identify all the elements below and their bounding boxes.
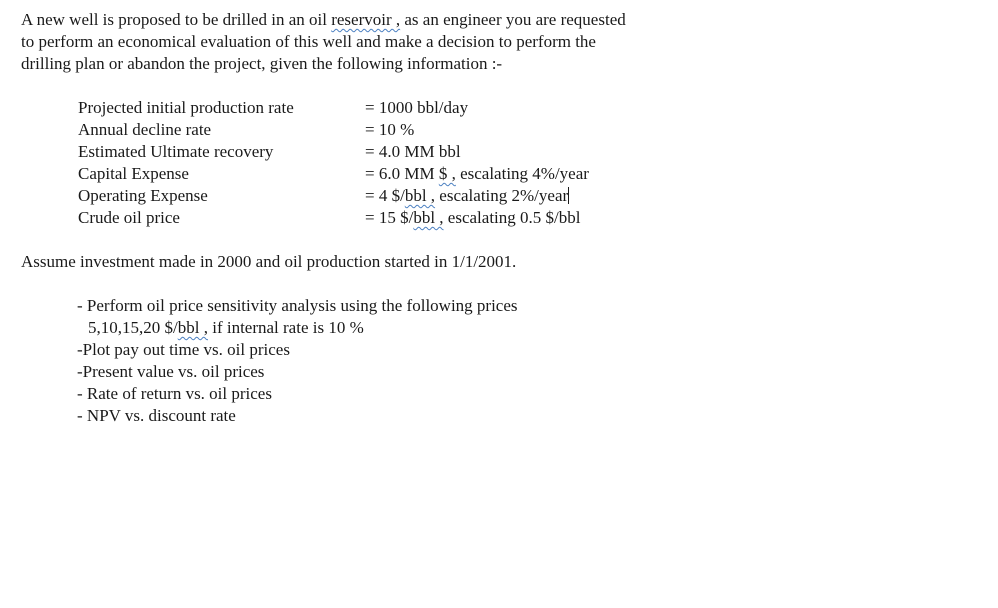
parameter-list	[78, 97, 589, 229]
param-value: = 10 %	[365, 120, 415, 139]
param-value	[365, 185, 569, 207]
param-row	[78, 163, 589, 185]
assumption-line: Assume investment made in 2000 and oil production started in 1/1/2001.	[21, 252, 517, 271]
spellcheck-word[interactable]: bbl ,	[177, 318, 208, 337]
param-row	[78, 141, 589, 163]
param-label: Annual decline rate	[78, 120, 212, 139]
task-text-c: if internal rate is 10 %	[207, 318, 364, 337]
spellcheck-word[interactable]: bbl ,	[404, 186, 436, 205]
param-row	[78, 207, 589, 229]
intro-line-3: drilling plan or abandon the project, given the following information :-	[21, 54, 503, 73]
param-value: = 1000 bbl/day	[365, 98, 469, 117]
param-label: Crude oil price	[78, 208, 180, 227]
param-value-text-a: = 4 $/	[365, 186, 405, 205]
task-item: - Rate of return vs. oil prices	[77, 384, 272, 403]
text-cursor	[568, 187, 569, 204]
spellcheck-word[interactable]: $ ,	[438, 164, 456, 183]
param-value	[365, 163, 589, 185]
param-value-text-c: escalating 0.5 $/bbl	[443, 208, 581, 227]
spellcheck-word-reservoir[interactable]: reservoir ,	[331, 10, 401, 29]
task-item: -Present value vs. oil prices	[77, 362, 265, 381]
intro-line-1-text-a: A new well is proposed to be drilled in an oil	[21, 10, 332, 29]
param-row	[78, 97, 589, 119]
param-row	[78, 185, 589, 207]
task-item: -Plot pay out time vs. oil prices	[77, 340, 290, 359]
param-label: Projected initial production rate	[78, 98, 294, 117]
task-list	[77, 295, 518, 427]
task-item: - NPV vs. discount rate	[77, 406, 236, 425]
param-label: Estimated Ultimate recovery	[78, 142, 274, 161]
param-value-text-c: escalating 2%/year	[435, 186, 569, 205]
param-row	[78, 119, 589, 141]
param-label: Capital Expense	[78, 164, 189, 183]
intro-line-2: to perform an economical evaluation of this well and make a decision to perform the	[21, 32, 596, 51]
param-value-text-c: escalating 4%/year	[455, 164, 589, 183]
intro-line-1	[21, 9, 781, 31]
param-value-text-a: = 6.0 MM	[365, 164, 439, 183]
intro-paragraph	[21, 9, 781, 75]
param-value	[365, 207, 580, 229]
task-item: - Perform oil price sensitivity analysis using the following prices	[77, 296, 518, 315]
param-label: Operating Expense	[78, 186, 208, 205]
param-value: = 4.0 MM bbl	[365, 142, 461, 161]
task-text-a: 5,10,15,20 $/	[88, 318, 178, 337]
task-item-continuation	[77, 317, 518, 339]
intro-line-1-text-c: as an engineer you are requested	[400, 10, 626, 29]
spellcheck-word[interactable]: bbl ,	[413, 208, 444, 227]
param-value-text-a: = 15 $/	[365, 208, 414, 227]
